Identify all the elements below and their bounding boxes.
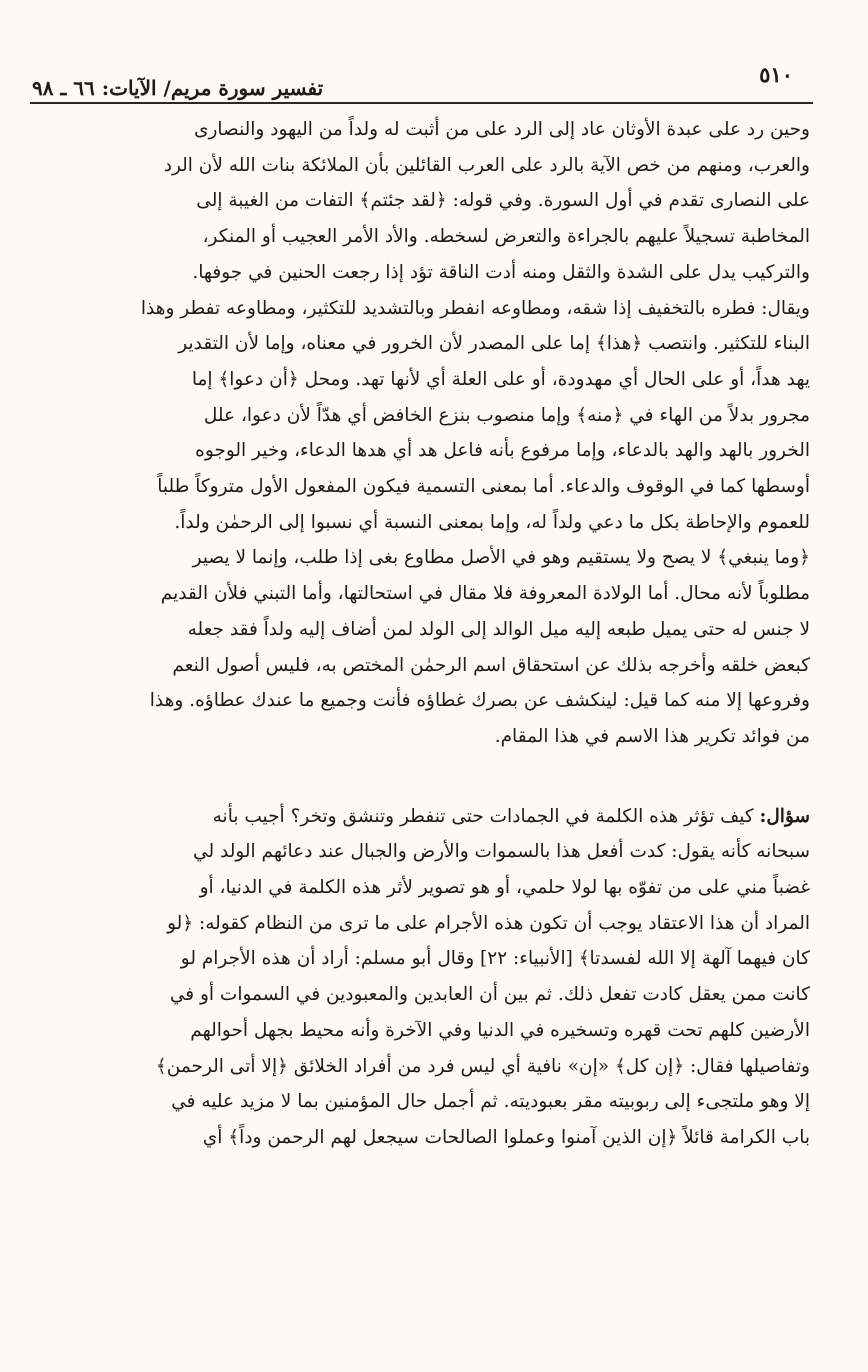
text-line: كانت ممن يعقل كادت تفعل ذلك. ثم بين أن العابدين والمعبودين في السموات أو في <box>169 984 810 1006</box>
text-line: على النصارى تقدم في أول السورة. وفي قوله: ﴿لقد جئتم﴾ التفات من الغيبة إلى <box>196 190 810 212</box>
text-line: الأرضين كلهم تحت قهره وتسخيره في الدنيا وفي الآخرة وأنه محيط بجهل أحوالهم <box>190 1019 810 1041</box>
page-header <box>30 58 813 104</box>
text-line <box>50 799 810 835</box>
text-line: يهد هداً، أو على الحال أي مهدودة، أو على العلة أي لأنها تهد. ومحل ﴿أن دعوا﴾ إما <box>191 368 810 390</box>
text-line: البناء للتكثير. وانتصب ﴿هذا﴾ إما على المصدر لأن الخرور في معناه، وإما لأن التقدير <box>178 333 810 355</box>
body-text <box>50 112 810 1156</box>
paragraph <box>50 291 810 541</box>
text-line: إلا وهو ملتجىء إلى ربوبيته مقر بعبوديته. ثم أجمل حال المؤمنين بما لا مزيد عليه في <box>171 1091 810 1113</box>
text-line: ويقال: فطره بالتخفيف إذا شقه، ومطاوعه انفطر وبالتشديد للتكثير، ومطاوعه تفطر وهذا <box>140 297 810 319</box>
text-line: والعرب، ومنهم من خص الآية بالرد على العرب القائلين بأن الملائكة بنات الله لأن الرد <box>163 154 810 176</box>
text-line: وتفاصيلها فقال: ﴿إن كل﴾ «إن» نافية أي ليس فرد من أفراد الخلائق ﴿إلا أتى الرحمن﴾ <box>155 1055 810 1077</box>
text-line: أوسطها كما في الوقوف والدعاء. أما بمعنى التسمية فيكون المفعول الأول متروكاً طلباً <box>157 476 810 498</box>
question-section <box>50 799 810 1156</box>
text-line: من فوائد تكرير هذا الاسم في هذا المقام. <box>494 725 810 747</box>
question-label: سؤال: <box>759 805 810 827</box>
text-line: غضباً مني على من تفوّه بها لولا حلمي، أو هو تصوير لأثر هذه الكلمة في الدنيا، أو <box>199 877 810 899</box>
text-line: مجرور بدلاً من الهاء في ﴿منه﴾ وإما منصوب بنزع الخافض أي هدّاً لأن دعوا، علل <box>203 404 810 426</box>
text-line: للعموم والإحاطة بكل ما دعي ولداً له، وإما بمعنى النسبة أي نسبوا إلى الرحمٰن ولداً. <box>174 511 810 533</box>
text-line: كان فيهما آلهة إلا الله لفسدتا﴾ [الأنبياء: ٢٢] وقال أبو مسلم: أراد أن هذه الأجرام لو <box>180 948 810 970</box>
text-line: ﴿وما ينبغي﴾ لا يصح ولا يستقيم وهو في الأصل مطاوع بغى إذا طلب، وإنما لا يصير <box>192 547 810 569</box>
text-line: سبحانه كأنه يقول: كدت أفعل هذا بالسموات والأرض والجبال عند دعائهم الولد لي <box>193 841 810 863</box>
text-line: الخرور بالهد والهد بالدعاء، وإما مرفوع بأنه فاعل هد أي هدها الدعاء، وخير الوجوه <box>195 440 810 462</box>
text-line: والتركيب يدل على الشدة والثقل ومنه أدت الناقة تؤد إذا رجعت الحنين في جوفها. <box>192 261 810 283</box>
text-line: لا جنس له حتى يميل طبعه إليه ميل الوالد إلى الولد لمن أضاف إليه ولداً فقد جعله <box>187 618 810 640</box>
text-line: وحين رد على عبدة الأوثان عاد إلى الرد على من أثبت له ولداً من اليهود والنصارى <box>193 119 810 140</box>
question-text: كيف تؤثر هذه الكلمة في الجمادات حتى تنفطر وتنشق وتخر؟ أجيب بأنه <box>212 805 760 827</box>
text-line: مطلوباً لأنه محال. أما الولادة المعروفة فلا مقال في استحالتها، وأما التبني فلأن القديم <box>160 583 810 605</box>
paragraph <box>50 112 810 291</box>
running-title: تفسير سورة مريم/ الآيات: ٦٦ ـ ٩٨ <box>32 76 324 100</box>
paragraph <box>50 540 810 754</box>
text-line: المراد أن هذا الاعتقاد يوجب أن تكون هذه الأجرام على ما ترى من النظام كقوله: ﴿لو <box>167 912 810 934</box>
text-line: وفروعها إلا منه كما قيل: لينكشف عن بصرك غطاؤه فأنت وجميع ما عندك عطاؤه. وهذا <box>149 690 810 712</box>
page-number: ٥١٠ <box>759 62 793 87</box>
text-line: كبعض خلقه وأخرجه بذلك عن استحقاق اسم الرحمٰن المختص به، فليس أصول النعم <box>172 654 810 676</box>
text-line: باب الكرامة قائلاً ﴿إن الذين آمنوا وعملوا الصالحات سيجعل لهم الرحمن وداً﴾ أي <box>202 1126 810 1148</box>
text-line: المخاطبة تسجيلاً عليهم بالجراءة والتعرض لسخطه. والأد الأمر العجيب أو المنكر، <box>202 226 810 248</box>
